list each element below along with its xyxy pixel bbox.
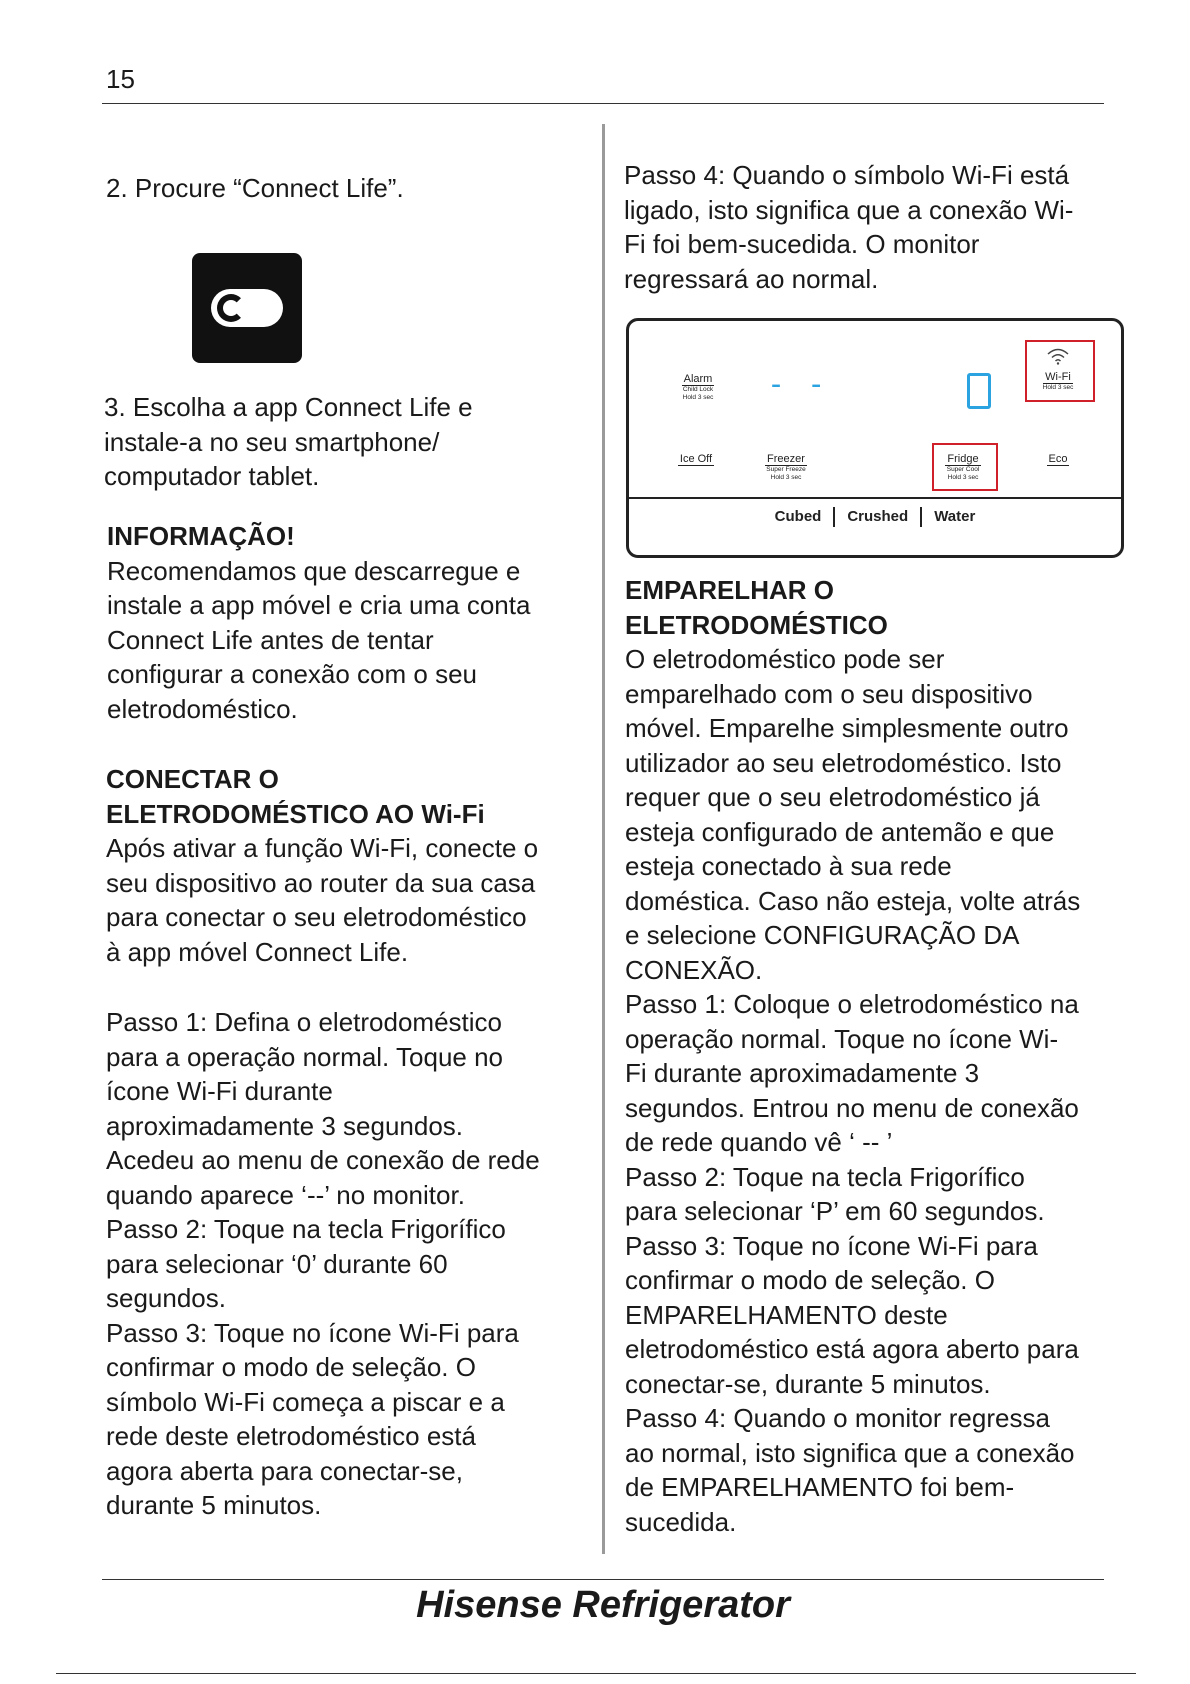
- info-block: INFORMAÇÃO! Recomendamos que descarregue e instale a app móvel e cria uma conta Connect Life antes de tentar configurar a conexão com o seu eletrodoméstico.: [107, 521, 531, 724]
- water-label: Water: [934, 507, 976, 525]
- column-divider: [602, 124, 605, 1554]
- connect-heading: CONECTAR O: [106, 764, 279, 794]
- cubed-label: Cubed: [774, 507, 822, 525]
- page-number: 15: [106, 64, 135, 94]
- wifi-step4: Passo 4: Quando o símbolo Wi-Fi está ligado, isto significa que a conexão Wi- Fi foi bem-sucedida. O monitor regressará ao normal.: [624, 160, 1074, 294]
- panel-divider: [629, 497, 1121, 499]
- wifi-key: Wi-Fi Hold 3 sec: [1042, 371, 1074, 391]
- wifi-icon: [1046, 347, 1070, 365]
- step-search-app: 2. Procure “Connect Life”.: [106, 173, 404, 203]
- connect-life-app-icon: [192, 253, 302, 363]
- eco-key: Eco: [1048, 453, 1068, 465]
- connect-steps: Passo 1: Defina o eletrodoméstico para a operação normal. Toque no ícone Wi-Fi durante aproximadamente 3 segundos. Acedeu ao menu de conexão de rede quando aparece ‘--’ no monitor. Passo 2: Toque na tecla Frigorífico para selecionar ‘0’ durante 60 segundos. Passo 3: Toque no ícone Wi-Fi para confirmar o modo de seleção. O símbolo Wi-Fi começa a piscar e a rede deste eletrodoméstico está agora aberta para conectar-se, durante 5 minutos.: [106, 1007, 540, 1520]
- pairing-section: EMPARELHAR O ELETRODOMÉSTICO O eletrodoméstico pode ser emparelhado com o seu dispositivo móvel. Emparelhe simplesmente outro utilizador ao seu eletrodoméstico. Isto requer que o seu eletrodoméstico já esteja configurado de antemão e que esteja conectado à sua rede doméstica. Caso não esteja, volte atrás e selecione CONFIGURAÇÃO DA CONEXÃO. Passo 1: Coloque o eletrodoméstico na operação normal. Toque no ícone Wi- Fi durante aproximadamente 3 segundos. Entrou no menu de conexão de rede quando vê ‘ -- ’ Passo 2: Toque na tecla Frigorífico para selecionar ‘P’ em 60 segundos. Passo 3: Toque no ícone Wi-Fi para confirmar o modo de seleção. O EMPARELHAMENTO deste eletrodoméstico está agora aberto para conectar-se, durante 5 minutos. Passo 4: Quando o monitor regressa ao normal, isto significa que a conexão de EMPARELHAMENTO foi bem- sucedida.: [625, 575, 1081, 1537]
- connect-section: CONECTAR O ELETRODOMÉSTICO AO Wi-Fi Após ativar a função Wi-Fi, conecte o seu dispositivo ao router da sua casa para conectar o seu eletrodoméstico à app móvel Connect Life.: [106, 764, 539, 967]
- step-install-app: 3. Escolha a app Connect Life e instale-a no seu smartphone/ computador tablet.: [104, 392, 473, 491]
- freezer-key: Freezer Super Freeze Hold 3 sec: [766, 453, 806, 481]
- dispenser-modes: [629, 507, 1121, 527]
- freezer-display: - -: [767, 367, 828, 402]
- page-edge-rule: [56, 1673, 1136, 1674]
- bottom-rule: [102, 1579, 1104, 1580]
- alarm-key: Alarm Child Lock Hold 3 sec: [682, 373, 714, 401]
- footer-brand: Hisense Refrigerator: [416, 1584, 790, 1626]
- pairing-heading: EMPARELHAR O: [625, 575, 834, 605]
- ice-off-key: Ice Off: [679, 453, 713, 465]
- fridge-key: Fridge Super Cool Hold 3 sec: [946, 453, 980, 481]
- connect-life-logo-icon: [217, 294, 245, 322]
- top-rule: [102, 103, 1104, 104]
- control-panel-illustration: [626, 318, 1124, 558]
- info-heading: INFORMAÇÃO!: [107, 521, 295, 551]
- fridge-display: [967, 373, 991, 409]
- crushed-label: Crushed: [847, 507, 909, 525]
